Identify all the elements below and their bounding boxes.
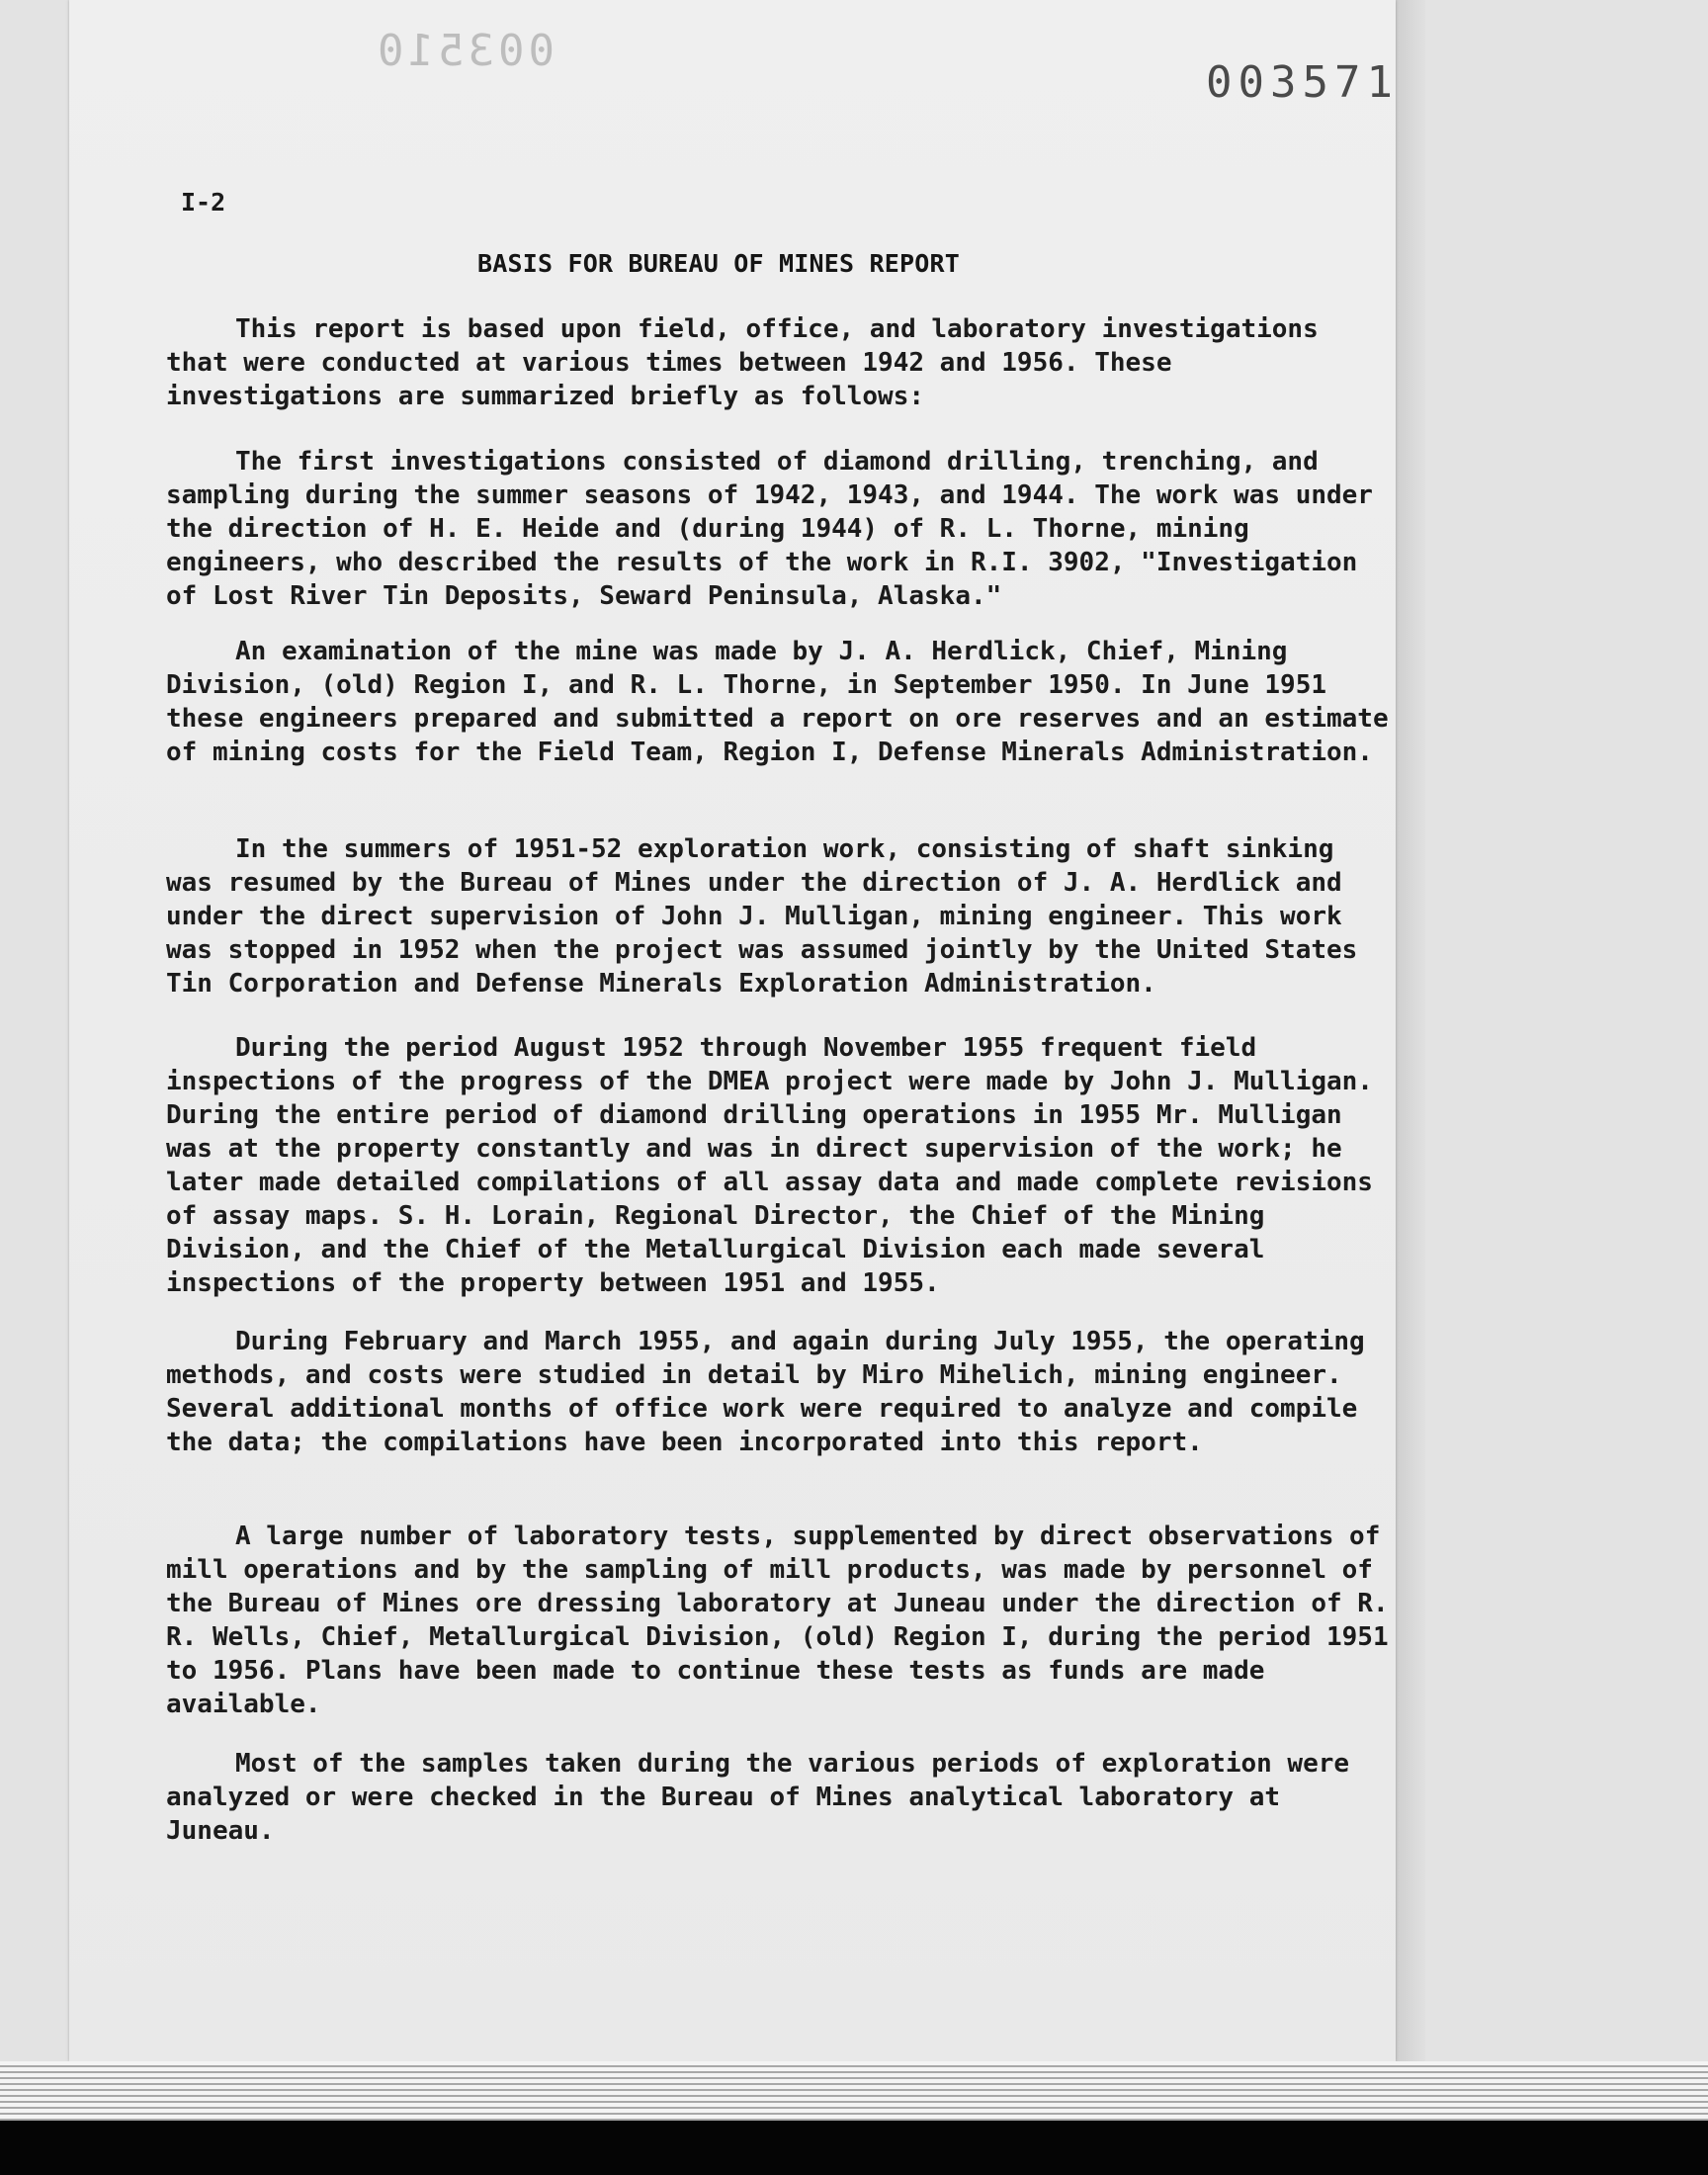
paragraph-3: An examination of the mine was made by J. A. Herdlick, Chief, Mining Division, (old) Region I, and R. L. Thorne, in September 1950. In June 1951 these engineers prepared and submitted a report on ore reserves and an estimate of mining costs for the Field Team, Region I, Defense Minerals Administration. — [166, 637, 1389, 767]
paragraph-4: In the summers of 1951-52 exploration work, consisting of shaft sinking was resumed by the Bureau of Mines under the direction of J. A. Herdlick and under the direct supervision of John J. Mulligan, mining engineer. This work was stopped in 1952 when the project was assumed jointly by the United States Tin Corporation and Defense Minerals Exploration Administration. — [166, 834, 1358, 999]
paragraph-7: A large number of laboratory tests, supplemented by direct observations of mill operations and by the sampling of mill products, was made by personnel of the Bureau of Mines ore dressing laboratory at Juneau under the direction of R. R. Wells, Chief, Metallurgical Division, (old) Region I, during the period 1951 to 1956. Plans have been made to continue these tests as funds are made available. — [166, 1522, 1389, 1719]
page-title: BASIS FOR BUREAU OF MINES REPORT — [477, 249, 961, 278]
page-identifier: I-2 — [181, 188, 226, 217]
paragraph-5: During the period August 1952 through November 1955 frequent field inspections of the progress of the DMEA project were made by John J. Mulligan. During the entire period of diamond drilling operations in 1955 Mr. Mulligan was at the property constantly and was in direct supervision of the work; he later made detailed compilations of all assay data and made complete revisions of assay maps. S. H. Lorain, Regional Director, the Chief of the Mining Division, and the Chief of the Metallurgical Division each made several inspections of the property between 1951 and 1955. — [166, 1033, 1373, 1298]
paragraph-8: Most of the samples taken during the various periods of exploration were analyzed or were checked in the Bureau of Mines analytical laboratory at Juneau. — [166, 1749, 1350, 1846]
paragraph-1: This report is based upon field, office, and laboratory investigations that were conducted at various times between 1942 and 1956. These investigations are summarized briefly as follows: — [166, 314, 1319, 411]
paragraph-2: The first investigations consisted of diamond drilling, trenching, and sampling during the summer seasons of 1942, 1943, and 1944. The work was under the direction of H. E. Heide and (during 1944) of R. L. Thorne, mining engineers, who described the results of the work in R.I. 3902, "Investigation of Lost River Tin Deposits, Seward Peninsula, Alaska." — [166, 447, 1373, 611]
paragraph-6: During February and March 1955, and again during July 1955, the operating methods, and costs were studied in detail by Miro Mihelich, mining engineer. Several additional months of office work were required to analyze and compile the data; the compilations have been incorporated into this report. — [166, 1327, 1365, 1457]
ghost-page-number: 003510 — [374, 26, 555, 76]
document-number: 003571 — [1206, 57, 1399, 108]
scanner-black-band — [0, 2121, 1708, 2175]
scanner-stripes — [0, 2061, 1708, 2121]
page-edge-shadow — [1396, 0, 1425, 2061]
